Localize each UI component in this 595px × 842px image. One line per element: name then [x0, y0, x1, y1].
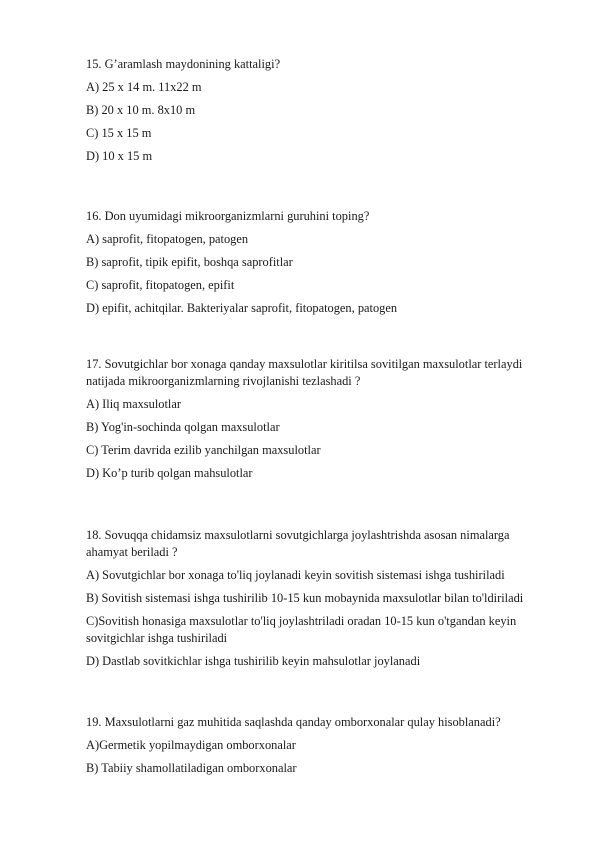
option-d: D) Ko’p turib qolgan mahsulotlar	[86, 466, 253, 480]
question-text: 19. Maxsulotlarni gaz muhitida saqlashda qanday omborxonalar qulay hisoblanadi?	[86, 715, 501, 729]
question-text: 15. G’aramlash maydonining kattaligi?	[86, 57, 281, 71]
question-text: 16. Don uyumidagi mikroorganizmlarni guruhini toping?	[86, 209, 370, 223]
question-19	[86, 714, 581, 777]
question-text-line-1: 17. Sovutgichlar bor xonaga qanday maxsulotlar kiritilsa sovitilgan maxsulotlar terlaydi	[86, 357, 523, 371]
option-c: C) 15 x 15 m	[86, 126, 152, 140]
question-18	[86, 527, 581, 670]
option-a: A) 25 x 14 m. 11x22 m	[86, 80, 202, 94]
question-text-line-2: natijada mikroorganizmlarning rivojlanishi tezlashadi ?	[86, 374, 361, 388]
option-d: D) epifit, achitqilar. Bakteriyalar saprofit, fitopatogen, patogen	[86, 301, 398, 315]
option-a: A) Iliq maxsulotlar	[86, 397, 181, 411]
option-c: C) Terim davrida ezilib yanchilgan maxsulotlar	[86, 443, 321, 457]
question-text-line-1: 18. Sovuqqa chidamsiz maxsulotlarni sovutgichlarga joylashtrishda asosan nimalarga	[86, 528, 510, 542]
option-b: B) Yog'in-sochinda qolgan maxsulotlar	[86, 420, 280, 434]
question-text-line-2: ahamyat beriladi ?	[86, 545, 178, 559]
option-b: B) 20 x 10 m. 8x10 m	[86, 103, 196, 117]
option-d: D) 10 x 15 m	[86, 149, 153, 163]
question-17	[86, 356, 581, 482]
option-c: C) saprofit, fitopatogen, epifit	[86, 278, 235, 292]
option-c-line-2: sovitgichlar ishga tushiriladi	[86, 631, 228, 645]
option-c-line-1: C)Sovitish honasiga maxsulotlar to'liq joylashtriladi oradan 10-15 kun o'tgandan keyin	[86, 614, 517, 628]
option-b: B) Tabiiy shamollatiladigan omborxonalar	[86, 761, 297, 775]
question-16	[86, 208, 581, 317]
option-a: A) Sovutgichlar bor xonaga to'liq joylanadi keyin sovitish sistemasi ishga tushiriladi	[86, 568, 505, 582]
option-b: B) Sovitish sistemasi ishga tushirilib 10-15 kun mobaynida maxsulotlar bilan to'ldiriladi	[86, 591, 524, 605]
option-d: D) Dastlab sovitkichlar ishga tushirilib keyin mahsulotlar joylanadi	[86, 654, 421, 668]
question-15	[86, 56, 581, 165]
option-b: B) saprofit, tipik epifit, boshqa saprofitlar	[86, 255, 293, 269]
option-a: A) saprofit, fitopatogen, patogen	[86, 232, 249, 246]
option-a: A)Germetik yopilmaydigan omborxonalar	[86, 738, 296, 752]
